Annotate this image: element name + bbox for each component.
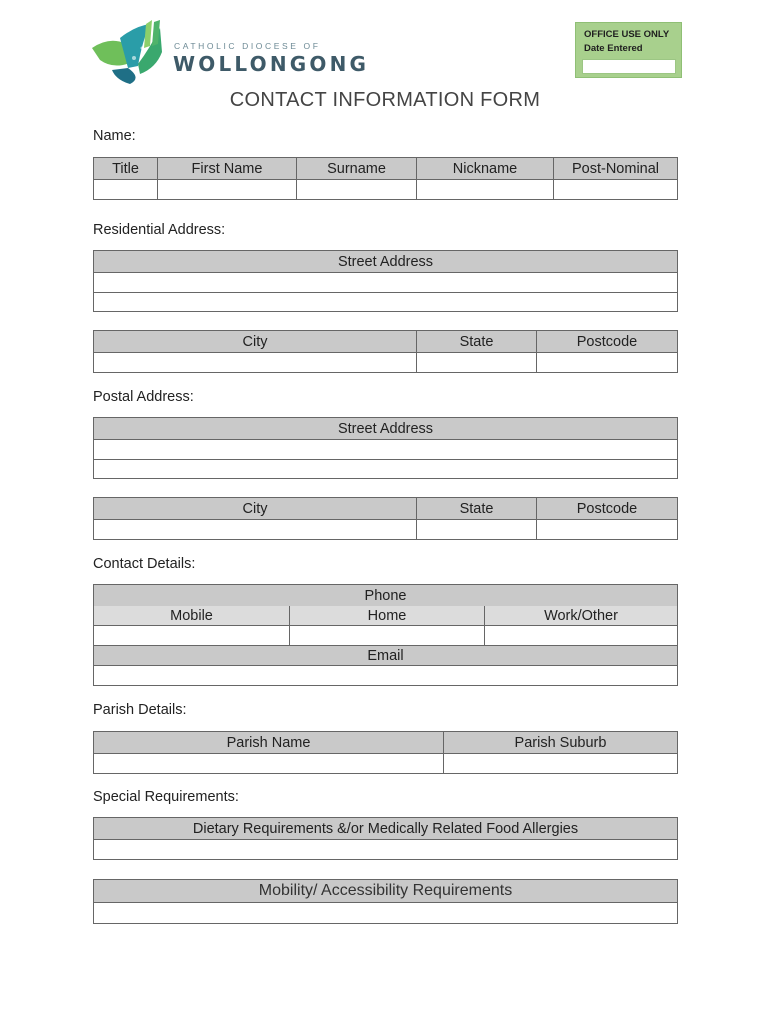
parish-suburb-header: Parish Suburb — [443, 732, 677, 753]
mobility-field[interactable] — [94, 903, 677, 923]
title-field[interactable] — [94, 180, 157, 199]
date-entered-label: Date Entered — [584, 43, 643, 54]
postal-street-field-2[interactable] — [94, 460, 677, 478]
mobile-field[interactable] — [94, 626, 289, 645]
residential-postcode-field[interactable] — [536, 353, 677, 372]
contact-table — [93, 584, 678, 686]
postal-city-field[interactable] — [94, 520, 416, 539]
work-other-header: Work/Other — [484, 606, 677, 625]
parish-name-field[interactable] — [94, 754, 443, 773]
email-field[interactable] — [94, 666, 677, 685]
mobility-table — [93, 879, 678, 924]
office-use-label: OFFICE USE ONLY — [584, 29, 670, 40]
surname-header: Surname — [296, 158, 416, 179]
residential-city-field[interactable] — [94, 353, 416, 372]
phone-header: Phone — [94, 585, 677, 606]
residential-postcode-header: Postcode — [536, 331, 677, 352]
dietary-header: Dietary Requirements &/or Medically Related Food Allergies — [94, 818, 677, 839]
logo-subtitle: CATHOLIC DIOCESE OF — [174, 41, 321, 51]
dietary-table — [93, 817, 678, 860]
parish-suburb-field[interactable] — [443, 754, 677, 773]
first-name-header: First Name — [157, 158, 296, 179]
mobility-header: Mobility/ Accessibility Requirements — [94, 880, 677, 902]
residential-state-field[interactable] — [416, 353, 536, 372]
residential-state-header: State — [416, 331, 536, 352]
special-section-label: Special Requirements: — [93, 789, 239, 805]
name-section-label: Name: — [93, 128, 136, 144]
email-header: Email — [94, 646, 677, 665]
postal-state-header: State — [416, 498, 536, 519]
page-title: CONTACT INFORMATION FORM — [229, 89, 541, 111]
parish-name-header: Parish Name — [94, 732, 443, 753]
postal-street-table — [93, 417, 678, 479]
home-header: Home — [289, 606, 484, 625]
postal-postcode-header: Postcode — [536, 498, 677, 519]
dietary-field[interactable] — [94, 840, 677, 859]
residential-city-table — [93, 330, 678, 373]
residential-section-label: Residential Address: — [93, 222, 226, 238]
parish-table — [93, 731, 678, 774]
post-nominal-header: Post-Nominal — [553, 158, 677, 179]
logo-title: WOLLONGONG — [173, 52, 370, 76]
residential-street-field-1[interactable] — [94, 273, 677, 292]
nickname-header: Nickname — [416, 158, 553, 179]
residential-street-header: Street Address — [94, 251, 677, 272]
residential-street-table — [93, 250, 678, 312]
home-phone-field[interactable] — [289, 626, 484, 645]
postal-state-field[interactable] — [416, 520, 536, 539]
postal-postcode-field[interactable] — [536, 520, 677, 539]
contact-section-label: Contact Details: — [93, 556, 196, 572]
post-nominal-field[interactable] — [553, 180, 677, 199]
title-header: Title — [94, 158, 157, 179]
date-entered-field[interactable] — [582, 59, 676, 74]
work-phone-field[interactable] — [484, 626, 677, 645]
parish-section-label: Parish Details: — [93, 702, 187, 718]
postal-street-field-1[interactable] — [94, 440, 677, 459]
first-name-field[interactable] — [157, 180, 296, 199]
residential-city-header: City — [94, 331, 416, 352]
nickname-field[interactable] — [416, 180, 553, 199]
postal-street-header: Street Address — [94, 418, 677, 439]
postal-city-header: City — [94, 498, 416, 519]
name-table — [93, 157, 678, 200]
residential-street-field-2[interactable] — [94, 293, 677, 311]
surname-field[interactable] — [296, 180, 416, 199]
postal-city-table — [93, 497, 678, 540]
mobile-header: Mobile — [94, 606, 289, 625]
postal-section-label: Postal Address: — [93, 389, 194, 405]
